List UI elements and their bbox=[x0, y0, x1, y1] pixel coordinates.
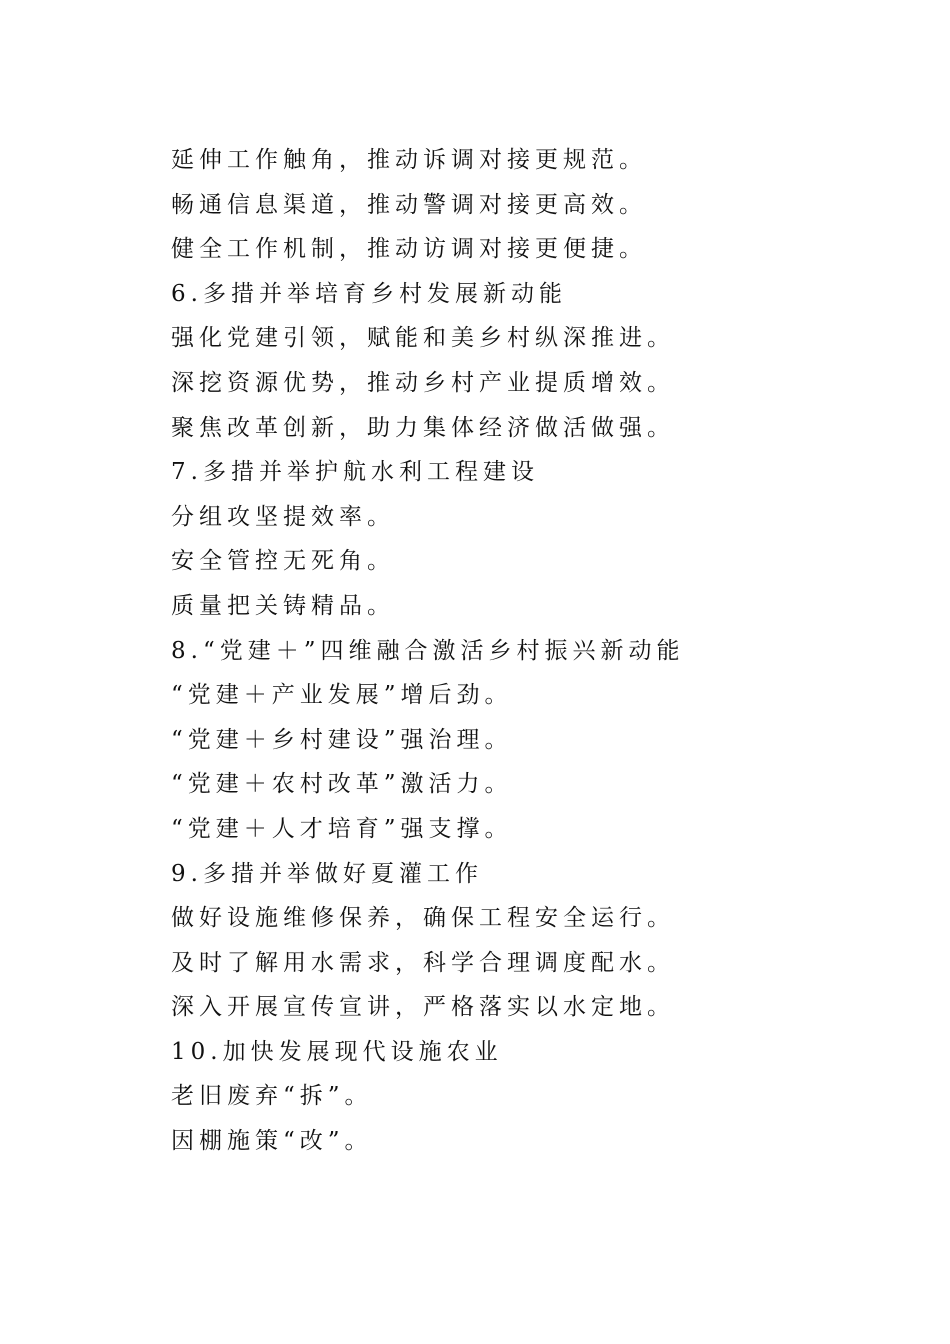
section-heading: 8.“党建＋”四维融合激活乡村振兴新动能 bbox=[171, 637, 685, 664]
body-line: 延伸工作触角，推动诉调对接更规范。 bbox=[171, 147, 647, 173]
body-line: 老旧废弃“拆”。 bbox=[171, 1083, 373, 1110]
body-line: “党建＋产业发展”增后劲。 bbox=[171, 682, 513, 709]
body-line: “党建＋人才培育”强支撑。 bbox=[171, 815, 513, 842]
body-line: 分组攻坚提效率。 bbox=[171, 503, 395, 530]
body-line: 深入开展宣传宣讲，严格落实以水定地。 bbox=[171, 994, 675, 1021]
body-line: “党建＋乡村建设”强治理。 bbox=[171, 726, 513, 753]
section-heading: 10.加快发展现代设施农业 bbox=[171, 1038, 503, 1065]
body-line: 因棚施策“改”。 bbox=[171, 1128, 373, 1155]
document-body bbox=[171, 138, 891, 1164]
body-line: 聚焦改革创新，助力集体经济做活做强。 bbox=[171, 414, 675, 441]
body-line: 健全工作机制，推动访调对接更便捷。 bbox=[171, 236, 647, 263]
body-line: 深挖资源优势，推动乡村产业提质增效。 bbox=[171, 369, 675, 396]
section-heading: 9.多措并举做好夏灌工作 bbox=[171, 860, 483, 887]
body-line: 及时了解用水需求，科学合理调度配水。 bbox=[171, 949, 675, 976]
body-line: 做好设施维修保养，确保工程安全运行。 bbox=[171, 905, 675, 932]
body-line: “党建＋农村改革”激活力。 bbox=[171, 771, 513, 798]
body-line: 质量把关铸精品。 bbox=[171, 592, 395, 619]
section-heading: 7.多措并举护航水利工程建设 bbox=[171, 459, 539, 486]
body-line: 强化党建引领，赋能和美乡村纵深推进。 bbox=[171, 325, 675, 352]
body-line: 畅通信息渠道，推动警调对接更高效。 bbox=[171, 191, 647, 218]
body-line: 安全管控无死角。 bbox=[171, 548, 395, 575]
section-heading: 6.多措并举培育乡村发展新动能 bbox=[171, 280, 567, 307]
